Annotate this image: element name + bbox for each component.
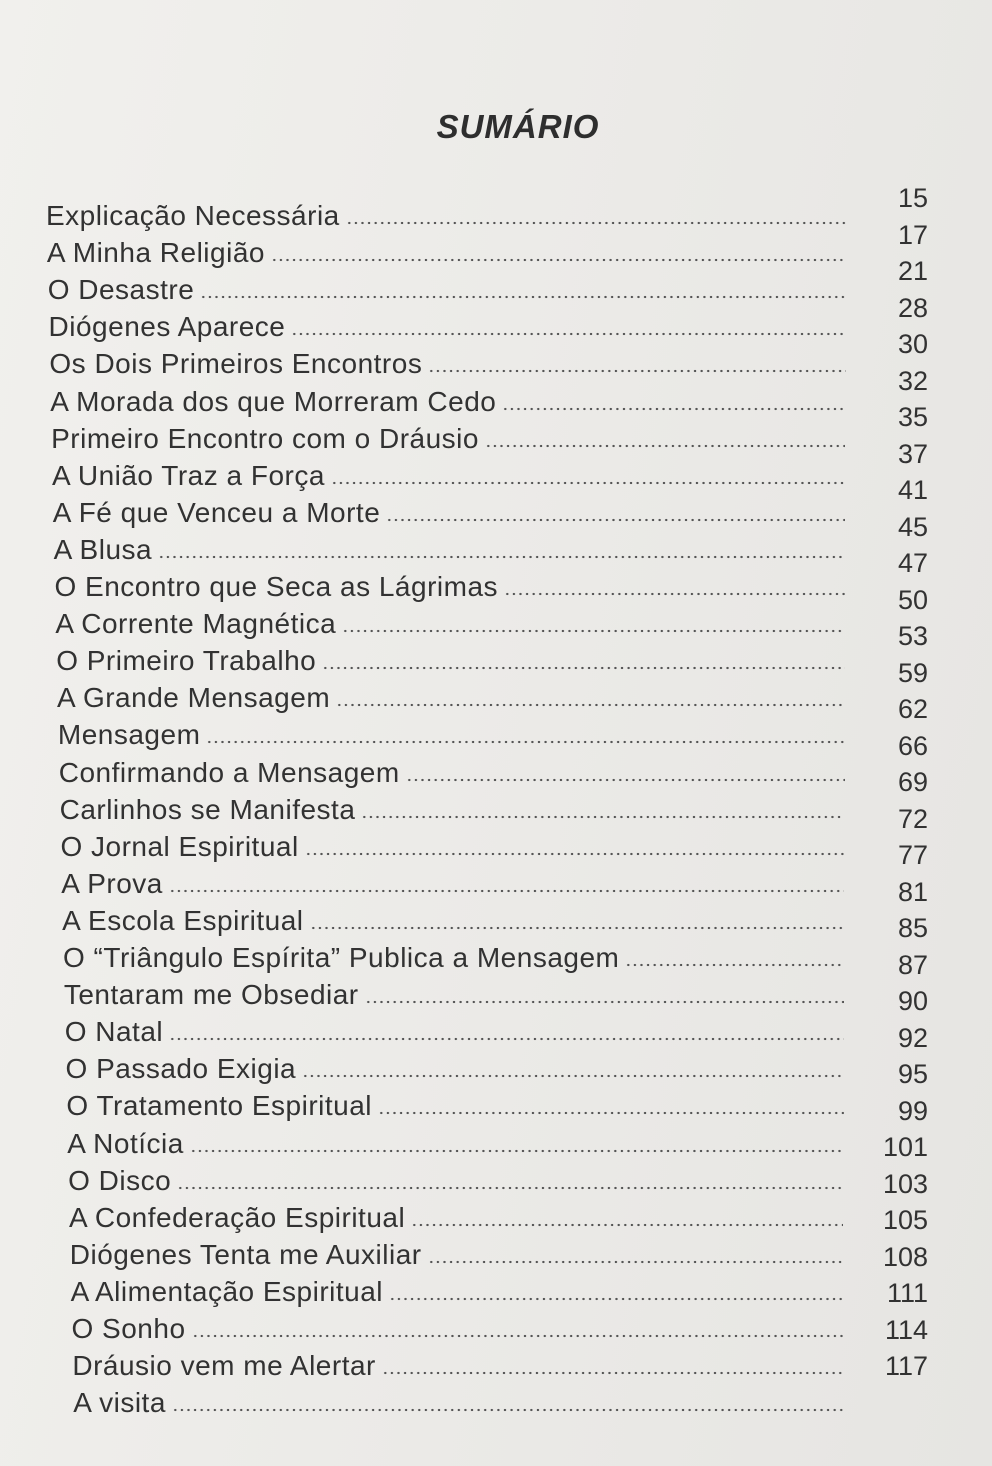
- toc-entry-page-number: 15: [897, 183, 928, 213]
- toc-entry-title: Primeiro Encontro com o Dráusio: [51, 422, 479, 454]
- dot-leader: [502, 406, 845, 412]
- toc-entry-page-number: 37: [897, 438, 928, 469]
- toc-entry-page-number: 21: [897, 256, 928, 286]
- dot-leader: [158, 554, 845, 560]
- toc-entry: [49, 303, 850, 343]
- toc-entry-page-number: 105: [882, 1205, 928, 1235]
- dot-leader: [625, 962, 844, 968]
- toc-entry-page-number: 108: [882, 1241, 928, 1272]
- toc-entry: [62, 897, 848, 937]
- toc-entry: [53, 489, 849, 529]
- toc-entry-title: A Minha Religião: [46, 237, 265, 269]
- toc-entry-page-number: 95: [897, 1059, 928, 1089]
- toc-entry-title: Dráusio vem me Alertar: [72, 1350, 376, 1382]
- toc-entry: [63, 934, 848, 974]
- dot-leader: [200, 294, 845, 300]
- dot-leader: [382, 1370, 843, 1376]
- toc-entry-page-number: 66: [897, 730, 928, 761]
- toc-entry-title: A Morada dos que Morreram Cedo: [50, 385, 497, 417]
- toc-entry-page-number: 103: [882, 1168, 928, 1199]
- toc-entry: [68, 1157, 847, 1197]
- toc-entry-page-number: 87: [897, 949, 928, 980]
- toc-entry-title: O Tratamento Espiritual: [66, 1090, 373, 1122]
- dot-leader: [386, 517, 845, 523]
- toc-entry: [46, 192, 850, 232]
- toc-entry-page-number: 32: [897, 365, 928, 396]
- dot-leader: [406, 777, 845, 783]
- toc-entry: [48, 266, 850, 306]
- dot-leader: [169, 1036, 844, 1042]
- toc-entry-page-number: 45: [897, 511, 928, 542]
- toc-entry-title: O Sonho: [71, 1313, 186, 1344]
- toc-entry-page-number: 59: [897, 657, 928, 688]
- toc-entry: [56, 637, 849, 677]
- toc-entry: [64, 971, 848, 1011]
- dot-leader: [302, 1073, 844, 1079]
- dot-leader: [291, 331, 845, 337]
- toc-entry-title: O Jornal Espiritual: [60, 830, 299, 862]
- toc-entry: [73, 1379, 847, 1419]
- toc-entry-page-number: 77: [897, 840, 928, 870]
- dot-leader: [190, 1148, 844, 1154]
- toc-entry-title: A Notícia: [67, 1127, 184, 1159]
- dot-leader: [322, 665, 845, 671]
- toc-entry: [61, 860, 848, 900]
- toc-entry-page-number: 72: [897, 803, 928, 834]
- toc-entry: [60, 823, 848, 863]
- toc-entry: [58, 711, 849, 751]
- toc-entry-title: Tentaram me Obsediar: [63, 979, 359, 1011]
- toc-entry-title: O Passado Exigia: [65, 1053, 297, 1085]
- dot-leader: [206, 739, 844, 745]
- toc-entry-page-number: 17: [897, 219, 928, 250]
- toc-entry-page-number: 92: [897, 1022, 928, 1053]
- toc-entry-page-number: 47: [897, 548, 928, 578]
- toc-entry: [60, 786, 849, 826]
- toc-entry-title: O Encontro que Seca as Lágrimas: [54, 571, 499, 602]
- dot-leader: [504, 591, 845, 597]
- dot-leader: [361, 814, 844, 820]
- dot-leader: [331, 480, 845, 486]
- toc-entry-title: Mensagem: [57, 719, 201, 751]
- toc-entry-title: A Confederação Espiritual: [68, 1201, 406, 1233]
- toc-entry: [49, 340, 849, 380]
- dot-leader: [172, 1407, 843, 1413]
- toc-entry: [47, 229, 850, 269]
- dot-leader: [342, 628, 845, 634]
- dot-leader: [305, 851, 845, 857]
- toc-entry: [54, 526, 849, 566]
- toc-entry-title: O Natal: [64, 1016, 164, 1048]
- toc-entry-page-number: 35: [897, 402, 928, 432]
- toc-entry: [66, 1082, 847, 1122]
- dot-leader: [485, 443, 845, 449]
- toc-entry-page-number: 50: [897, 584, 928, 615]
- toc-entry: [59, 749, 849, 789]
- toc-entry: [55, 600, 849, 640]
- dot-leader: [389, 1296, 843, 1302]
- toc-entry-title: O Primeiro Trabalho: [56, 645, 317, 677]
- toc-entry-title: O Disco: [68, 1164, 172, 1196]
- toc-entry: [71, 1268, 847, 1308]
- toc-entry-title: A Blusa: [53, 533, 153, 565]
- toc-entry: [52, 452, 849, 492]
- toc-entry-page-number: 90: [897, 986, 928, 1016]
- toc-entry-page-number: 99: [897, 1095, 928, 1126]
- toc-entry: [51, 415, 849, 455]
- toc-entry-page-number: 62: [897, 694, 928, 724]
- toc-entry: [70, 1231, 847, 1271]
- toc-entry-title: Carlinhos se Manifesta: [59, 793, 356, 825]
- toc-entry-title: A visita: [73, 1387, 166, 1419]
- toc-entry-page-number: 69: [897, 767, 928, 797]
- toc-entry-title: Os Dois Primeiros Encontros: [49, 348, 423, 380]
- dot-leader: [271, 257, 846, 263]
- toc-entry-page-number: 101: [882, 1132, 928, 1162]
- toc-entry: [65, 1008, 848, 1048]
- toc-entry-page-number: 85: [897, 913, 928, 943]
- dot-leader: [310, 925, 845, 931]
- toc-entry-title: A Corrente Magnética: [55, 608, 337, 640]
- toc-entry-title: A Prova: [61, 867, 163, 899]
- dot-leader: [336, 702, 845, 708]
- toc-entry-title: A Grande Mensagem: [57, 682, 331, 714]
- toc-entry-title: A Fé que Venceu a Morte: [52, 496, 381, 528]
- toc-entry: [72, 1305, 848, 1345]
- toc-entry: [57, 674, 849, 714]
- toc-entry-page-number: 114: [884, 1314, 928, 1345]
- toc-entry: [50, 378, 849, 418]
- dot-leader: [378, 1110, 844, 1116]
- toc-entry-title: A Alimentação Espiritual: [70, 1275, 384, 1307]
- page-title: SUMÁRIO: [436, 108, 600, 145]
- dot-leader: [411, 1222, 843, 1228]
- toc-entry: [55, 563, 850, 603]
- dot-leader: [169, 888, 844, 894]
- toc-entry: [67, 1120, 847, 1160]
- toc-entry-title: Confirmando a Mensagem: [58, 756, 400, 788]
- toc-entry-title: A União Traz a Força: [51, 459, 325, 491]
- toc-entry: [72, 1342, 847, 1382]
- toc-entry-page-number: 117: [884, 1351, 928, 1381]
- toc-entry-title: O “Triângulo Espírita” Publica a Mensagem: [63, 942, 620, 973]
- toc-entry-title: Diógenes Aparece: [48, 311, 286, 343]
- toc-entry-title: O Desastre: [47, 274, 195, 306]
- toc-entry-page-number: 53: [897, 621, 928, 651]
- toc-entry-title: Diógenes Tenta me Auxiliar: [69, 1238, 422, 1270]
- toc-entry: [69, 1194, 847, 1234]
- toc-entry-title: Explicação Necessária: [46, 200, 340, 231]
- dot-leader: [365, 999, 844, 1005]
- toc-entry-title: A Escola Espiritual: [62, 904, 304, 936]
- toc-entry-page-number: 28: [897, 292, 928, 323]
- toc-entry-page-number: 111: [886, 1278, 928, 1308]
- toc-entry: [66, 1045, 848, 1085]
- dot-leader: [428, 1259, 844, 1265]
- toc-entry-page-number: 41: [897, 475, 928, 505]
- dot-leader: [428, 368, 845, 374]
- dot-leader: [177, 1185, 843, 1191]
- toc-entry-page-number: 30: [897, 329, 928, 359]
- toc-entry-page-number: 81: [897, 876, 928, 907]
- dot-leader: [346, 220, 846, 226]
- dot-leader: [192, 1333, 843, 1339]
